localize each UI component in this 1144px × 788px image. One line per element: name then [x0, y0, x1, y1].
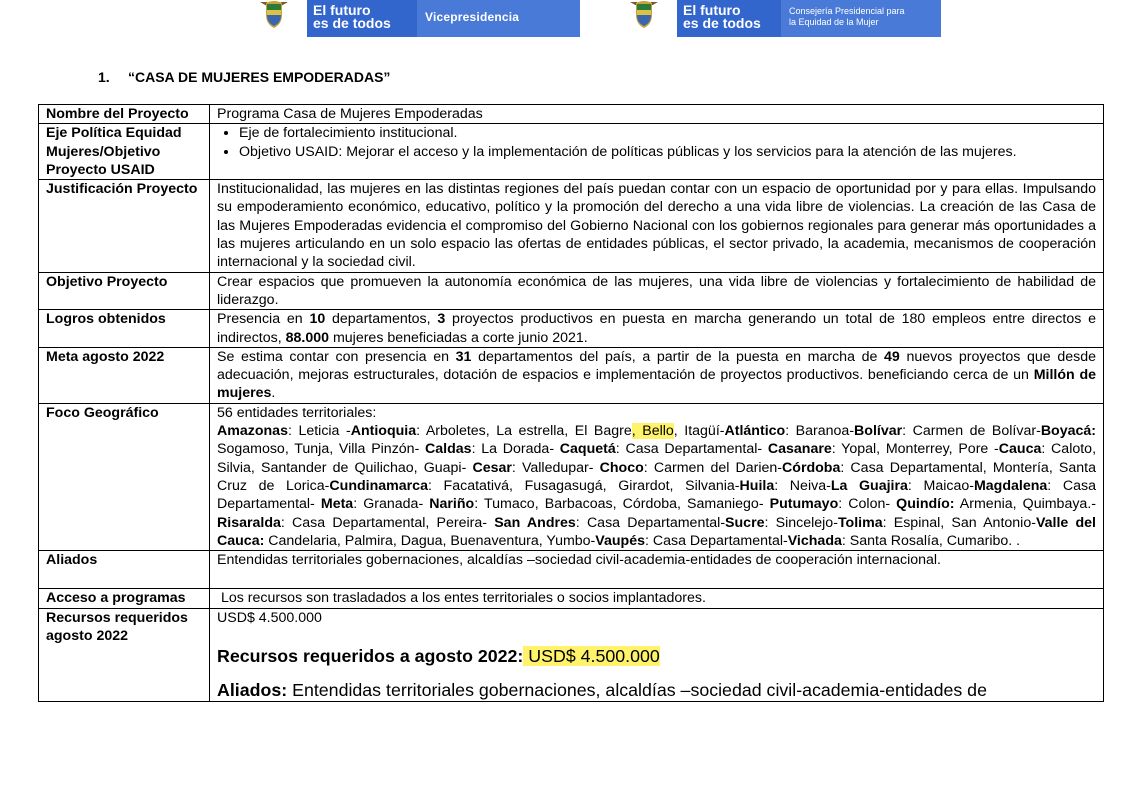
municipality-list: : Caloto, Silvia, Santander de Quilichao, Guapi-	[217, 441, 1097, 476]
row-value: Institucionalidad, las mujeres en las distintas regiones del país puedan contar con un espacio de oportunidad por y para ellas. Impulsando su empoderamiento económico, educativo, político y la promoción del derecho a una vida libre de violencias. La creación de las Casa de las Mujeres Empoderadas evidencia el compromiso del Gobierno Nacional con los gobiernos regionales para generar más oportunidades a las mujeres articulando en un solo espacio las ofertas de entidades públicas, el sector privado, la academia, mecanismos de cooperación internacional y la sociedad civil.	[210, 180, 1104, 272]
department-name: Bolívar	[854, 423, 903, 440]
row-value	[210, 551, 1104, 589]
aliados-big-line	[217, 679, 1096, 701]
slogan-line-2: es de todos	[683, 14, 761, 31]
municipality-list: : Sincelejo-	[764, 514, 838, 531]
municipality-list: : Carmen de Bolívar-	[902, 423, 1041, 440]
department-name: Nariño	[429, 496, 475, 513]
municipality-list: : Baranoa-	[785, 423, 855, 440]
municipality-list: : Tumaco, Barbacoas, Córdoba, Samaniego-	[474, 496, 770, 513]
department-name: Cauca	[998, 441, 1042, 458]
municipality-list: : Santa Rosalía, Cumaribo. .	[841, 532, 1021, 549]
department-name: Atlántico	[724, 423, 786, 440]
section-title	[98, 69, 390, 85]
department-name: Choco	[599, 459, 644, 476]
bold-number: 10	[309, 311, 326, 328]
section-title-text: “CASA DE MUJERES EMPODERADAS”	[128, 69, 391, 85]
text: departamentos del país, a partir de la puesta en marcha de	[471, 348, 885, 365]
department-name: Córdoba	[782, 459, 841, 476]
recursos-big-value: USD$ 4.500.000	[523, 646, 660, 667]
highlighted-municipality: , Bello	[631, 423, 674, 440]
text: mujeres beneficiadas a corte junio 2021.	[329, 329, 588, 346]
territory-list	[217, 422, 1096, 550]
row-label: Aliados	[39, 551, 210, 589]
row-label: Acceso a programas	[39, 589, 210, 608]
text: proyectos productivos en puesta en marcha generando un total de 180 empleos entre directos e indirectos,	[217, 311, 1096, 346]
list-item: • Objetivo USAID: Mejorar el acceso y la implementación de políticas públicas y los servicios para la atención de las mujeres.	[239, 143, 1096, 161]
row-label: Eje Política Equidad Mujeres/Objetivo Proyecto USAID	[39, 124, 210, 180]
department-name: Huila	[739, 477, 775, 494]
municipality-list: : Casa Departamental-	[615, 441, 768, 458]
row-label: Recursos requeridos agosto 2022	[39, 608, 210, 701]
row-value	[210, 608, 1104, 701]
department-name: Meta	[320, 496, 354, 513]
department-name: Tolima	[837, 514, 883, 531]
department-name: Magdalena	[973, 477, 1048, 494]
municipality-list: : Granada-	[353, 496, 430, 513]
row-value	[210, 310, 1104, 348]
row-label: Meta agosto 2022	[39, 347, 210, 403]
row-label: Foco Geográfico	[39, 403, 210, 550]
bold-text: Millón de mujeres	[217, 367, 1096, 402]
department-name: Quindío:	[896, 496, 955, 513]
municipality-list: , Itagüí-	[673, 423, 725, 440]
municipality-list: : Casa Departamental-	[575, 514, 726, 531]
text: Presencia en	[217, 311, 310, 328]
table-row-acceso	[39, 589, 1104, 608]
municipality-list: : Leticia -	[287, 423, 351, 440]
colombia-crest-icon	[611, 0, 677, 37]
row-value: Crear espacios que promueven la autonomía económica de las mujeres, una vida libre de violencias y fortalecimiento de habilidad de liderazgo.	[210, 272, 1104, 310]
municipality-list: Candelaria, Palmira, Dagua, Buenaventura, Yumbo-	[264, 532, 596, 549]
municipality-list: : Maicao-	[907, 477, 974, 494]
department-name: Casanare	[767, 441, 832, 458]
recursos-highlight-line	[217, 645, 1096, 667]
department-name: Cundinamarca	[329, 477, 428, 494]
department-name: Caquetá	[559, 441, 616, 458]
aliados-big-label: Aliados:	[217, 680, 288, 701]
municipality-list: Sogamoso, Tunja, Villa Pinzón-	[217, 441, 426, 458]
department-name: La Guajira	[830, 477, 908, 494]
aliados-text: Entendidas territoriales gobernaciones, alcaldías –sociedad civil-academia-entidades de cooperación internacional.	[217, 552, 941, 569]
table-row-justificacion	[39, 180, 1104, 272]
recursos-big-label: Recursos requeridos a agosto 2022:	[217, 646, 524, 667]
list-item: • Eje de fortalecimiento institucional.	[239, 124, 1096, 142]
entity-name-line-2: la Equidad de la Mujer	[789, 16, 879, 27]
section-number: 1.	[98, 69, 110, 85]
department-name: Sucre	[725, 514, 765, 531]
municipality-list: : Casa Departamental-	[644, 532, 788, 549]
row-value	[210, 403, 1104, 550]
table-row-objetivo	[39, 272, 1104, 310]
row-label: Justificación Proyecto	[39, 180, 210, 272]
municipality-list: : Casa Departamental-	[217, 477, 1097, 513]
municipality-list: : Valledupar-	[511, 459, 600, 476]
municipality-list: : Espinal, San Antonio-	[882, 514, 1036, 531]
text: .	[271, 385, 276, 402]
recursos-value: USD$ 4.500.000	[217, 609, 322, 626]
consejeria-logo	[611, 0, 941, 37]
table-row-eje	[39, 124, 1104, 180]
row-value: Los recursos son trasladados a los entes territoriales o socios implantadores.	[210, 589, 1104, 608]
table-row-logros	[39, 310, 1104, 348]
text: Se estima contar con presencia en	[217, 348, 456, 365]
bold-number: 88.000	[285, 329, 330, 346]
entity-name-line-1: Consejería Presidencial para	[789, 5, 905, 16]
department-name: Putumayo	[769, 496, 839, 513]
row-label: Nombre del Proyecto	[39, 105, 210, 124]
department-name: Boyacá:	[1040, 423, 1097, 440]
vicepresidencia-logo	[241, 0, 580, 37]
department-name: Caldas	[425, 441, 472, 458]
department-name: Risaralda	[217, 514, 281, 531]
municipality-list: : Yopal, Monterrey, Pore -	[831, 441, 999, 458]
slogan-line-1: El futuro	[313, 1, 371, 18]
department-name: Valle del Cauca:	[217, 514, 1096, 549]
table-row-nombre	[39, 105, 1104, 124]
department-name: Amazonas	[217, 423, 288, 440]
row-label: Objetivo Proyecto	[39, 272, 210, 310]
colombia-crest-icon	[241, 0, 307, 37]
row-value	[210, 124, 1104, 180]
table-row-aliados	[39, 551, 1104, 589]
table-row-foco	[39, 403, 1104, 550]
bold-number: 31	[455, 348, 472, 365]
foco-intro: 56 entidades territoriales:	[217, 404, 377, 421]
row-label: Logros obtenidos	[39, 310, 210, 348]
municipality-list: : Carmen del Darien-	[643, 459, 783, 476]
municipality-list: : Arboletes, La estrella, El Bagre	[416, 423, 632, 440]
row-value	[210, 347, 1104, 403]
text: departamentos,	[325, 311, 438, 328]
municipality-list: : Neiva-	[774, 477, 831, 494]
entity-name: Vicepresidencia	[425, 9, 520, 24]
bold-number: 3	[437, 311, 446, 328]
municipality-list: : Colon-	[838, 496, 897, 513]
project-table	[38, 104, 1104, 702]
table-row-recursos	[39, 608, 1104, 701]
municipality-list: : Casa Departamental, Montería, Santa Cruz de Lorica-	[217, 459, 1096, 494]
municipality-list: : Casa Departamental, Pereira-	[280, 514, 495, 531]
department-name: Vichada	[787, 532, 842, 549]
department-name: Cesar	[472, 459, 512, 476]
department-name: Vaupés	[595, 532, 645, 549]
text: nuevos proyectos que desde adecuación, mejoras estructurales, dotación de espacios e implementación de proyectos productivos. beneficiando cerca de un	[217, 348, 1097, 384]
bold-number: 49	[884, 348, 900, 365]
municipality-list: : Facatativá, Fusagasugá, Girardot, Silvania-	[427, 477, 740, 494]
slogan-line-1: El futuro	[683, 1, 741, 18]
aliados-big-text: Entendidas territoriales gobernaciones, alcaldías –sociedad civil-academia-entidades de	[287, 680, 987, 701]
department-name: Antioquia	[350, 423, 417, 440]
municipality-list: : La Dorada-	[471, 441, 560, 458]
row-value: Programa Casa de Mujeres Empoderadas	[210, 105, 1104, 124]
slogan-line-2: es de todos	[313, 14, 391, 31]
bullet-list	[217, 124, 1096, 161]
municipality-list: Armenia, Quimbaya.-	[954, 496, 1096, 513]
department-name: San Andres	[494, 514, 576, 531]
table-row-meta	[39, 347, 1104, 403]
